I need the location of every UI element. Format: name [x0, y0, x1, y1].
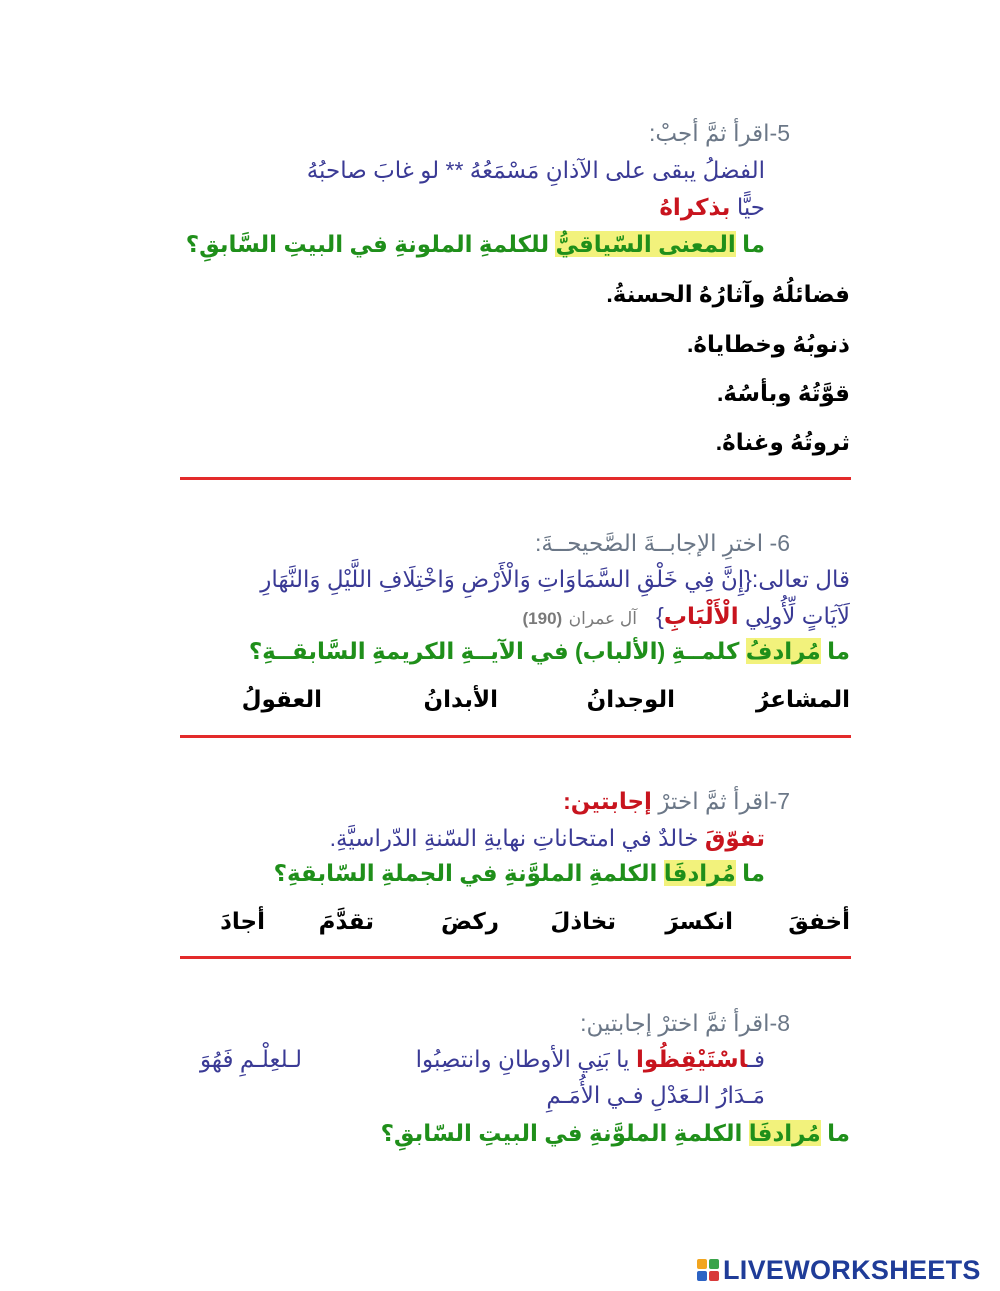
q8-question-start: ما	[820, 1120, 850, 1146]
q8-verse-second: لـلعِلْـمِ فَهُوَ	[200, 1046, 302, 1072]
q6-ayah-close: }	[656, 603, 664, 629]
q6-ayah-line2-plain: لَآيَاتٍ لِّأُولِي	[738, 603, 850, 629]
q6-colored-word: الْأَلْبَابِ	[663, 603, 739, 629]
q6-option-4[interactable]: العقولُ	[241, 686, 322, 712]
q7-question-start: ما	[735, 860, 765, 886]
q8-question	[381, 1118, 850, 1148]
logo-tile-3	[697, 1271, 707, 1281]
q6-ayah-line1: قال تعالى:{إِنَّ فِي خَلْقِ السَّمَاوَاتِ وَالْأَرْضِ وَاخْتِلَافِ اللَّيْلِ وَالنَّهَارِ	[260, 566, 850, 592]
q7-option-2[interactable]: انكسرَ	[665, 908, 733, 934]
q5-option-2[interactable]: ذنوبُهُ وخطاياهُ.	[687, 331, 850, 357]
q6-option-3[interactable]: الأبدانُ	[423, 686, 498, 712]
q7-option-3[interactable]: تخاذلَ	[550, 908, 616, 934]
logo-tile-2	[709, 1259, 719, 1269]
q7-colored-word: تفوّقَ	[704, 825, 765, 851]
q5-colored-word: بذكراهُ	[659, 194, 731, 220]
q6-reference: آل عمران	[568, 609, 637, 628]
q7-question	[274, 858, 765, 888]
q8-verse-line2: مَـدَارُ الـعَدْلِ فـي الأُمَـمِ	[546, 1082, 765, 1108]
q8-title: 8-اقرأ ثمَّ اخترْ إجابتين:	[580, 1010, 790, 1036]
q5-verse-line2	[659, 192, 765, 222]
logo-tile-1	[697, 1259, 707, 1269]
q5-question-end: للكلمةِ الملونةِ في البيتِ السَّابقِ؟	[185, 231, 556, 257]
q7-option-4[interactable]: ركضَ	[441, 908, 499, 934]
q8-colored-word: اسْتَيْقِظُوا	[635, 1046, 748, 1072]
q5-verse-line1: الفضلُ يبقى على الآذانِ مَسْمَعُهُ ** لو غابَ صاحبُهُ	[306, 157, 765, 183]
liveworksheets-logo	[697, 1256, 981, 1284]
q7-question-highlight: مُرادفَا	[663, 860, 736, 886]
q6-option-2[interactable]: الوجدانُ	[586, 686, 675, 712]
q8-verse-prefix: فـ	[747, 1046, 765, 1072]
q7-option-1[interactable]: أخفقَ	[788, 908, 850, 934]
q5-option-1[interactable]: فضائلُهُ وآثارُهُ الحسنةُ.	[606, 281, 850, 307]
q6-question-end: كلمــةِ (الألباب) في الآيــةِ الكريمةِ السَّابقــةِ؟	[248, 638, 746, 664]
q8-question-end: الكلمةِ الملوَّنةِ في البيتِ السّابقِ؟	[380, 1120, 749, 1146]
q5-option-3[interactable]: قوَّتُهُ وبأسُهُ.	[717, 380, 850, 406]
q5-title: 5-اقرأ ثمَّ أجبْ:	[649, 120, 790, 146]
q7-option-6[interactable]: أجادَ	[220, 908, 265, 934]
q5-question-highlight: المعنى السّياقيُّ	[555, 231, 736, 257]
divider-1	[180, 477, 851, 480]
q5-option-4[interactable]: ثروتُهُ وغناهُ.	[715, 429, 850, 455]
q5-question-start: ما	[735, 231, 765, 257]
q5-question	[186, 229, 765, 259]
q6-title: 6- اخترِ الإجابــةَ الصَّحيحــةَ:	[535, 530, 790, 556]
q7-title	[563, 786, 790, 816]
q6-question-highlight: مُرادفُ	[745, 638, 821, 664]
q6-option-1[interactable]: المشاعرُ	[756, 686, 850, 712]
liveworksheets-logo-icon	[697, 1259, 719, 1281]
q7-sentence	[330, 823, 765, 853]
q7-title-emphasis: إجابتين:	[563, 788, 652, 814]
q6-ayah-line2	[523, 601, 851, 634]
q6-question-start: ما	[820, 638, 850, 664]
logo-tile-4	[709, 1271, 719, 1281]
divider-3	[180, 956, 851, 959]
q6-reference-number: (190)	[522, 609, 563, 628]
q7-question-end: الكلمةِ الملوَّنةِ في الجملةِ السّابقةِ؟	[273, 860, 664, 886]
q8-verse-first-rest: يا بَنِي الأوطانِ وانتصِبُوا	[415, 1046, 636, 1072]
q6-question	[249, 636, 850, 666]
divider-2	[180, 735, 851, 738]
q7-sentence-rest: خالدٌ في امتحاناتِ نهايةِ السّنةِ الدّراسيَّةِ.	[329, 825, 705, 851]
q8-question-highlight: مُرادفَا	[748, 1120, 821, 1146]
q8-verse-first	[416, 1044, 765, 1074]
q7-title-start: 7-اقرأ ثمَّ اخترْ	[651, 788, 790, 814]
q7-option-5[interactable]: تقدَّمَ	[318, 908, 374, 934]
q5-verse-line2-plain: حيًّا	[730, 194, 765, 220]
liveworksheets-brand: LIVEWORKSHEETS	[723, 1254, 981, 1285]
